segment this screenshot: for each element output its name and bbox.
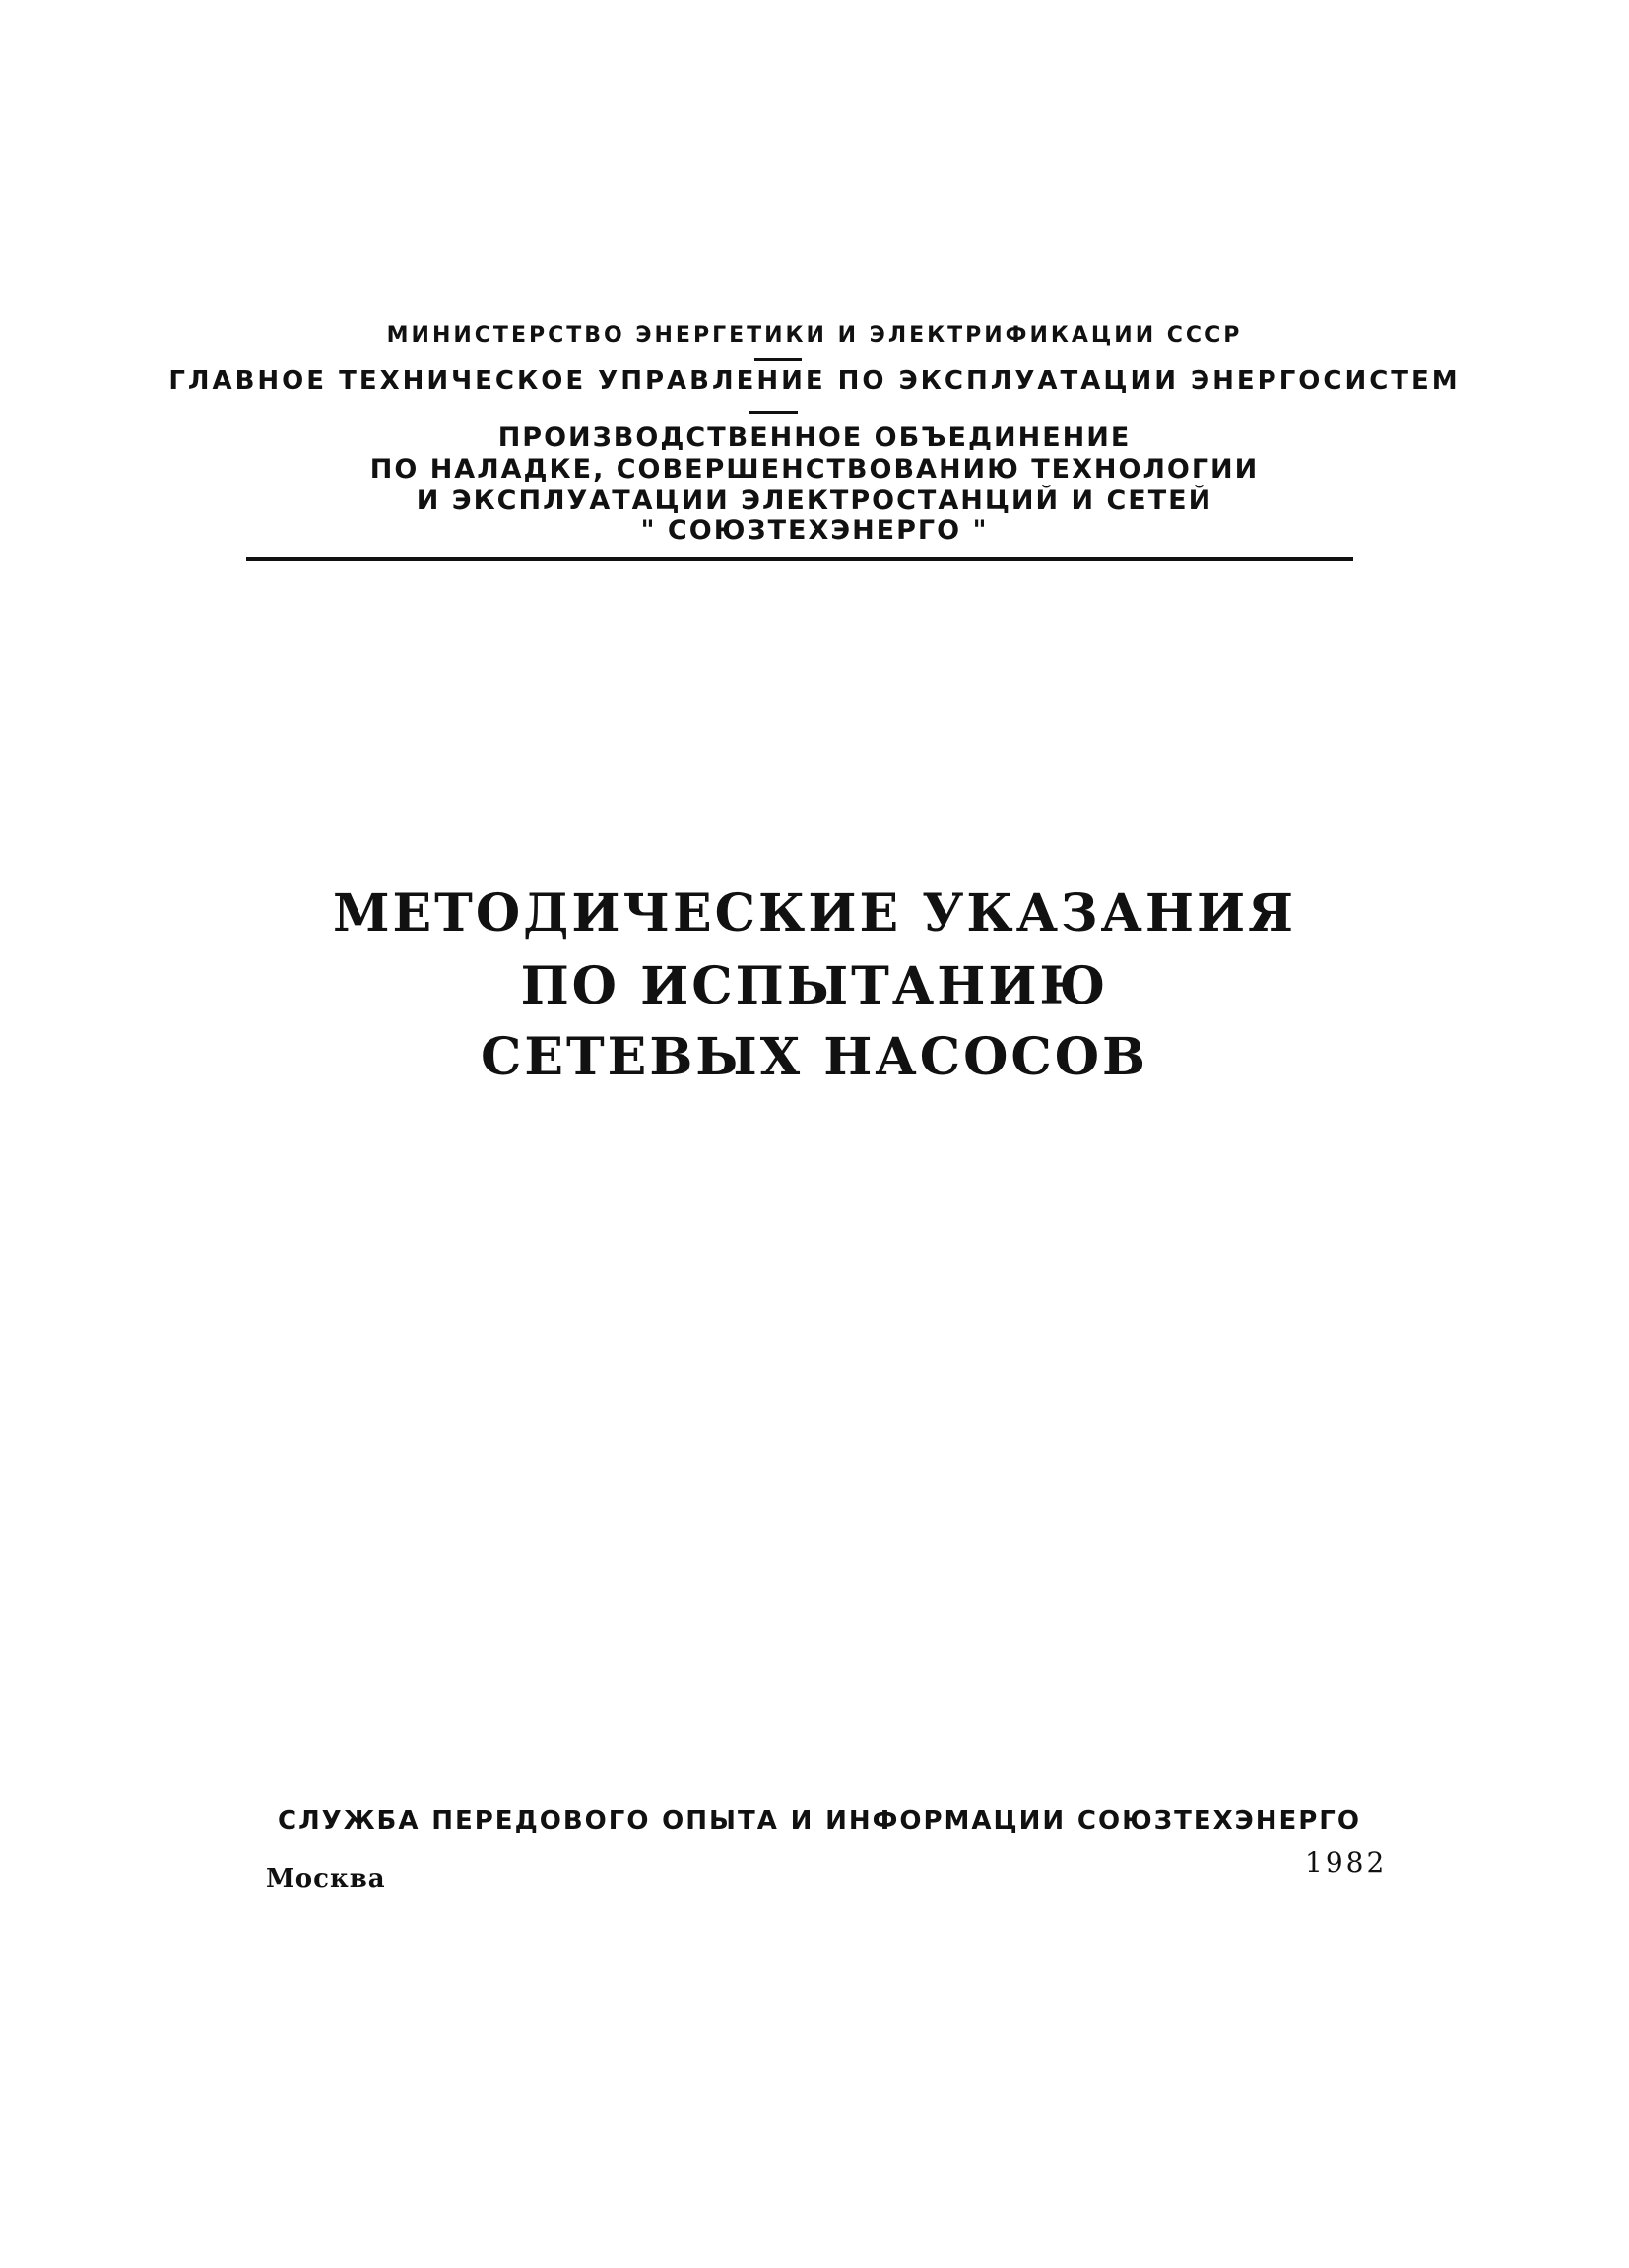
association-line-1: ПРОИЗВОДСТВЕННОЕ ОБЪЕДИНЕНИЕ bbox=[497, 422, 1132, 453]
header-divider bbox=[246, 557, 1353, 561]
directorate-name: ГЛАВНОЕ ТЕХНИЧЕСКОЕ УПРАВЛЕНИЕ ПО ЭКСПЛУАТАЦИИ ЭНЕРГОСИСТЕМ bbox=[168, 366, 1461, 396]
publication-year: 1982 bbox=[1305, 1847, 1388, 1879]
publisher-word: СЛУЖБА bbox=[278, 1806, 421, 1836]
divider-short-top bbox=[754, 358, 802, 361]
ministry-name: МИНИСТЕРСТВО ЭНЕРГЕТИКИ И ЭЛЕКТРИФИКАЦИИ СССР bbox=[386, 323, 1243, 348]
title-line-3: СЕТЕВЫХ НАСОСОВ bbox=[480, 1027, 1149, 1087]
title-line-2: ПО ИСПЫТАНИЮ bbox=[520, 956, 1109, 1016]
publisher-word: СОЮЗТЕХЭНЕРГО bbox=[1076, 1806, 1361, 1836]
association-line-4: " СОЮЗТЕХЭНЕРГО " bbox=[640, 515, 989, 546]
publisher-service bbox=[278, 1806, 1361, 1836]
publisher-word: ПЕРЕДОВОГО bbox=[431, 1806, 651, 1836]
publisher-word: ИНФОРМАЦИИ bbox=[825, 1806, 1067, 1836]
publication-city: Москва bbox=[266, 1864, 386, 1894]
publisher-word: И bbox=[790, 1806, 814, 1836]
association-line-2: ПО НАЛАДКЕ, СОВЕРШЕНСТВОВАНИЮ ТЕХНОЛОГИИ bbox=[369, 454, 1260, 485]
publisher-word: ОПЫТА bbox=[662, 1806, 779, 1836]
divider-short-middle bbox=[749, 411, 798, 414]
association-line-3: И ЭКСПЛУАТАЦИИ ЭЛЕКТРОСТАНЦИЙ И СЕТЕЙ bbox=[416, 486, 1213, 516]
title-line-1: МЕТОДИЧЕСКИЕ УКАЗАНИЯ bbox=[332, 883, 1297, 943]
